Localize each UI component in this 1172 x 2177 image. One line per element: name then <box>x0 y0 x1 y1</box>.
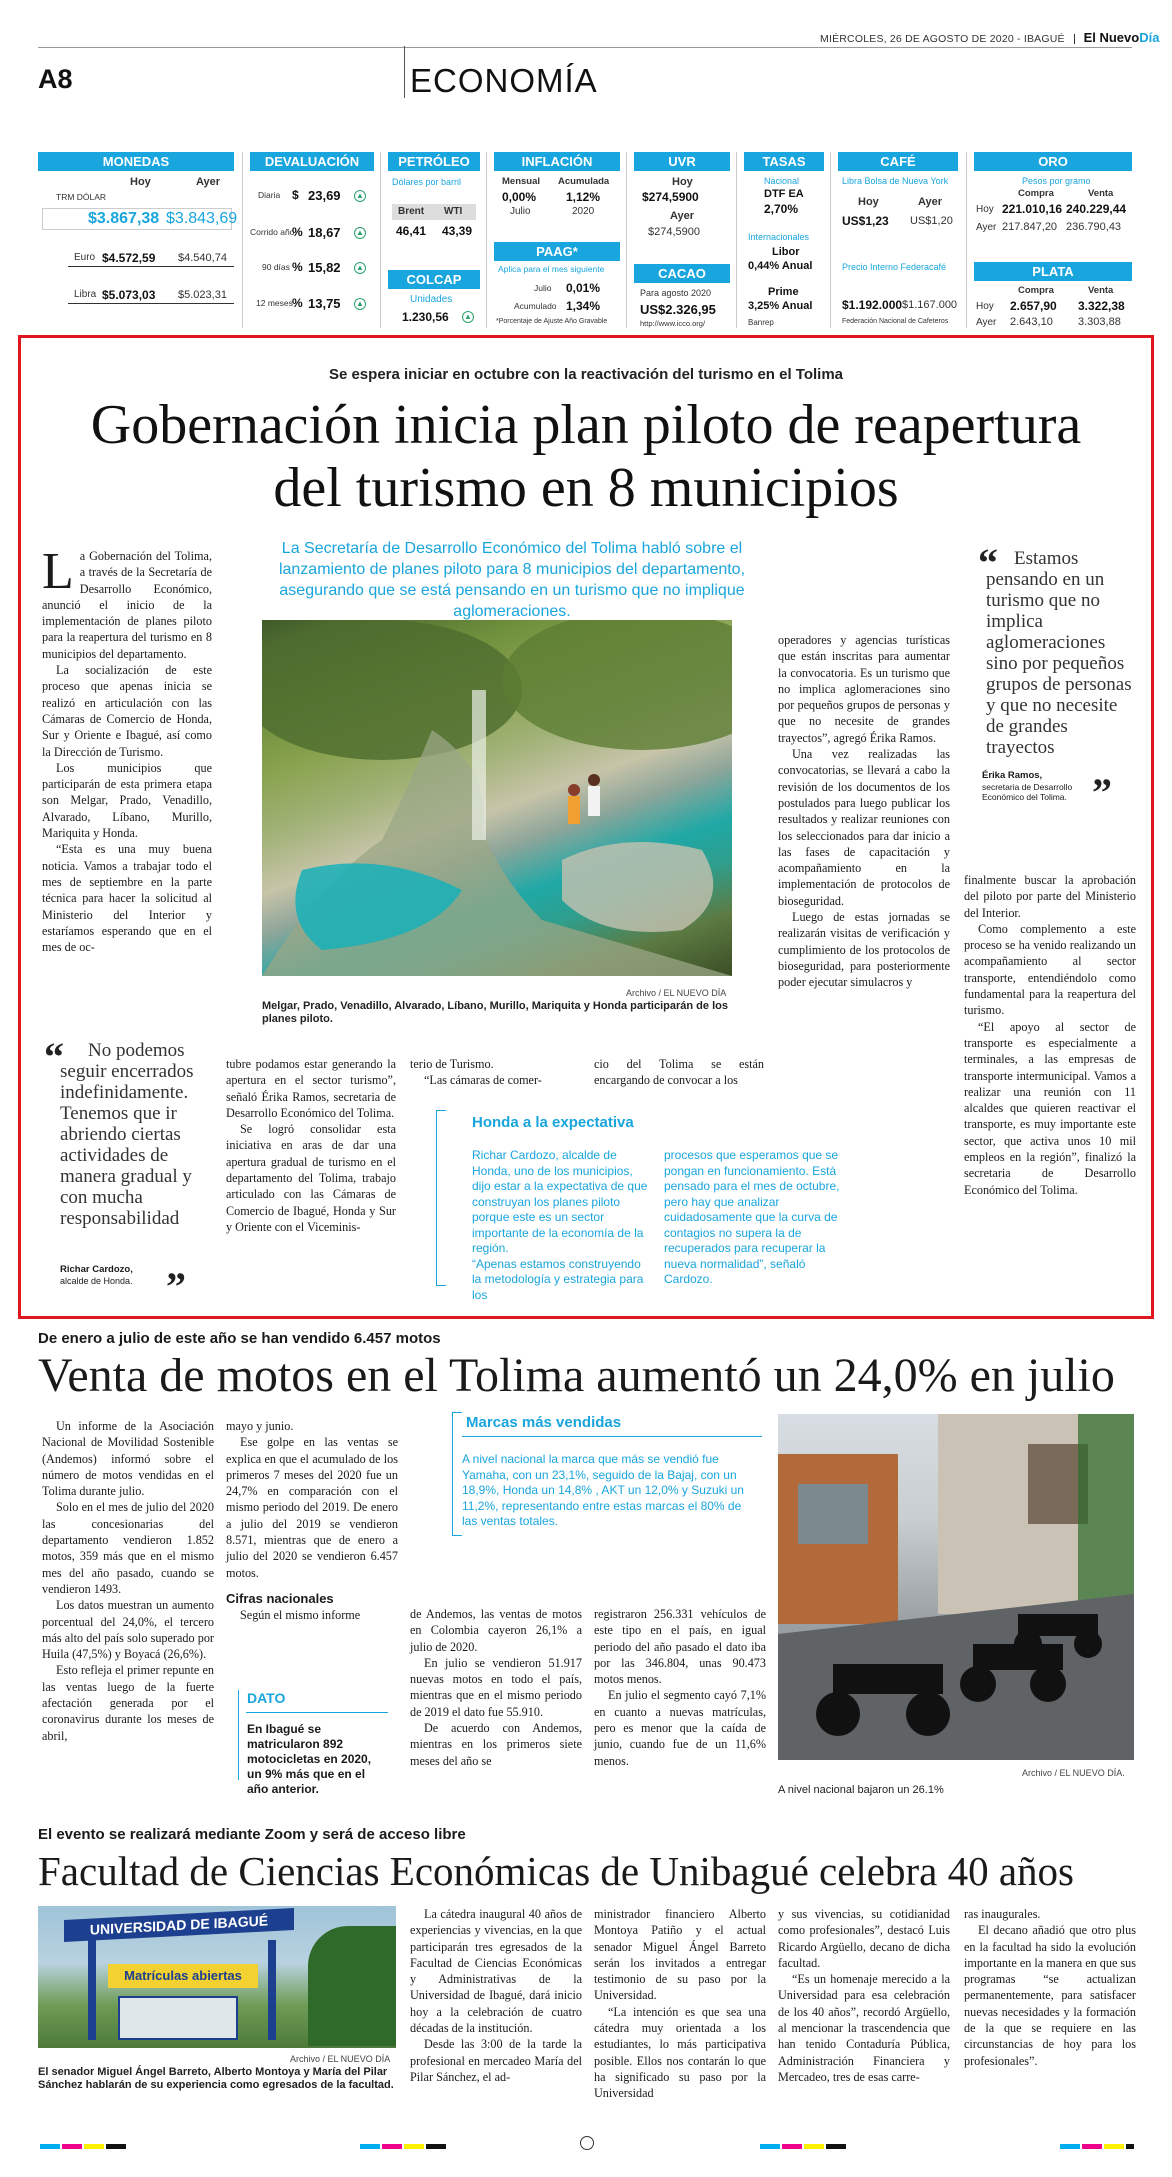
up-arrow-icon: ▲ <box>354 298 366 310</box>
waterfall-photo <box>262 620 732 976</box>
inflacion-mes: Julio <box>510 206 531 217</box>
dev-row-3-label: 12 meses <box>256 298 293 308</box>
libor-value: 0,44% Anual <box>748 260 813 272</box>
tasas-nacional-label: Nacional <box>764 176 800 186</box>
motorcycles-photo <box>778 1414 1134 1760</box>
brent-value: 46,41 <box>396 224 427 238</box>
cacao-source: http://www.icco.org/ <box>640 319 706 328</box>
article1-col4 <box>594 1056 764 1089</box>
uvr-hoy: $274,5900 <box>642 190 699 204</box>
cafe-box <box>838 152 958 328</box>
up-arrow-icon: ▲ <box>354 227 366 239</box>
dev-row-3-value: 13,75 <box>308 296 341 311</box>
university-sign: UNIVERSIDAD DE IBAGUÉ <box>64 1908 294 1942</box>
article3-photo-credit: Archivo / EL NUEVO DÍA <box>290 2054 391 2064</box>
oro-compra-label: Compra <box>1018 188 1054 199</box>
paag-note: *Porcentaje de Ajuste Año Gravable <box>496 318 608 325</box>
oro-title: ORO <box>974 152 1132 171</box>
article1-kicker: Se espera iniciar en octubre con la reactivación del turismo en el Tolima <box>328 366 844 383</box>
article1-col3-p1: “Las cámaras de comer- <box>424 1073 542 1088</box>
article3-col4 <box>964 1906 1136 2069</box>
article1-quote1-role: alcalde de Honda. <box>60 1276 133 1286</box>
markets-strip <box>38 152 1132 328</box>
plata-ayer-label: Ayer <box>976 317 997 328</box>
tasas-title: TASAS <box>744 152 824 171</box>
article3-col3-p0: y sus vivencias, su cotidianidad como profesionales”, destacó Luis Ricardo Argüello, decano de dicha facultad. <box>778 1907 950 1970</box>
article1-col3-p0: terio de Turismo. <box>410 1057 494 1071</box>
wti-label: WTI <box>444 206 463 217</box>
colcap-subtitle: Unidades <box>410 294 453 305</box>
article3-col2 <box>594 1906 766 2102</box>
paag-subtitle: Aplica para el mes siguiente <box>498 264 605 274</box>
oro-hoy-label: Hoy <box>976 204 994 215</box>
cafe-source: Federación Nacional de Cafeteros <box>842 318 949 325</box>
cacao-subtitle: Para agosto 2020 <box>640 288 712 298</box>
article2-col2-p2: Según el mismo informe <box>240 1608 361 1623</box>
article2-col3 <box>410 1606 582 1769</box>
plata-compra-label: Compra <box>1018 285 1054 296</box>
plata-hoy-venta: 3.322,38 <box>1078 299 1125 313</box>
up-arrow-icon: ▲ <box>354 190 366 202</box>
article1-quote1: No podemos seguir encerrados indefinidamente. Tenemos que ir abriendo ciertas actividades de manera gradual y con mucha responsabilidad <box>60 1040 194 1229</box>
up-arrow-icon: ▲ <box>354 262 366 274</box>
dato-rule <box>246 1712 388 1713</box>
article2-col4-p1: En julio el segmento cayó 7,1% en cuanto a nuevas matrículas, pero es menor que la caída de junio, cuando fue de un 11,6% menos. <box>594 1688 766 1768</box>
article1-col5 <box>778 632 950 991</box>
oro-subtitle: Pesos por gramo <box>1022 176 1091 186</box>
header-rule <box>38 47 1132 48</box>
plata-hoy-compra: 2.657,90 <box>1010 299 1057 313</box>
oro-hoy-venta: 240.229,44 <box>1066 202 1127 216</box>
article3-kicker: El evento se realizará mediante Zoom y será de acceso libre <box>38 1826 466 1843</box>
article3-photo-caption: El senador Miguel Ángel Barreto, Alberto Montoya y María del Pilar Sánchez hablarán de su experiencia como egresados de la facultad. <box>38 2066 394 2091</box>
article1-quote1-author: Richar Cardozo, <box>60 1264 133 1275</box>
acumulada-label: Acumulada <box>558 176 610 187</box>
paag-julio: 0,01% <box>566 281 601 295</box>
cacao-value: US$2.326,95 <box>640 302 716 317</box>
open-quote-icon: “ <box>978 540 998 585</box>
article1-col6-p2: “El apoyo al sector de transporte es especialmente a terminales, a las empresas de transporte intermunicipal. Vamos a realizar una reunión con 11 alcaldes que quieren reactivar el transporte, es muy importante este sector, que activa unos 10 mil empleos en la región”, finalizó la secretaria de Desarrollo Económico del Tolima. <box>964 1019 1136 1197</box>
prime-label: Prime <box>768 286 799 298</box>
dato-text: En Ibagué se matricularon 892 motocicletas en 2020, un 9% más que en el año anterior. <box>247 1722 372 1796</box>
colcap-title: COLCAP <box>388 270 480 289</box>
article1-quote2-author: Érika Ramos, <box>982 770 1043 781</box>
inflacion-mensual: 0,00% <box>502 190 537 204</box>
cafe-hoy: US$1,23 <box>842 214 889 228</box>
article1-quote2-role: secretaria de Desarrollo Económico del Tolima. <box>982 782 1073 802</box>
article2-col3-p1: En julio se vendieron 51.917 nuevas motos en todo el país, mientras que en el mismo periodo de 2019 el dato fue 55.910. <box>410 1655 582 1719</box>
marcas-sidebar-bracket <box>452 1412 462 1536</box>
article1-col6-p0: finalmente buscar la aprobación del piloto por parte del Ministerio del Interior. <box>964 873 1136 920</box>
tasas-box <box>744 152 824 328</box>
article2-kicker: De enero a julio de este año se han vendido 6.457 motos <box>38 1330 441 1347</box>
article2-col2-p0: mayo y junio. <box>226 1419 294 1433</box>
article2-col3-p0: de Andemos, las ventas de motos en Colombia cayeron 26,1% a julio de 2020. <box>410 1607 582 1654</box>
dev-row-3-unit: % <box>292 296 303 310</box>
brand-prefix: El Nuevo <box>1083 30 1140 45</box>
oro-box <box>974 152 1132 328</box>
tasas-source: Banrep <box>748 318 774 327</box>
dev-row-1-unit: % <box>292 225 303 239</box>
article2-col4-p0: registraron 256.331 vehículos de este tipo en el país, en igual periodo del año pasado el dato iba por las 346.804, unas 90.473 motos menos. <box>594 1607 766 1687</box>
article3-headline: Facultad de Ciencias Económicas de Unibagué celebra 40 años <box>38 1848 1075 1894</box>
tasas-inter-label: Internacionales <box>748 232 810 242</box>
brand-suffix: Día <box>1139 30 1160 45</box>
article2-col1-p1: Solo en el mes de julio del 2020 las concesionarias del departamento vendieron 1.852 motos, 359 más que en el mismo mes del año pasado, cuando se vendieron 1493. <box>42 1500 214 1596</box>
article2-col1-p3: Esto refleja el primer repunte en las ventas luego de la fuerte afectación generada por el coronavirus durante los meses de abril, <box>42 1663 214 1743</box>
devaluacion-title: DEVALUACIÓN <box>250 152 374 171</box>
article2-headline: Venta de motos en el Tolima aumentó un 24,0% en julio <box>38 1349 1115 1402</box>
article2-photo-caption: A nivel nacional bajaron un 26.1% <box>778 1784 944 1796</box>
article1-col1-p0: a Gobernación del Tolima, a través de la Secretaría de Desarrollo Económico, anunció el inicio de la implementación de planes piloto para la reapertura del turismo en 8 municipios del departamento. <box>42 549 212 661</box>
cafe-subtitle: Libra Bolsa de Nueva York <box>842 176 949 186</box>
dato-title: DATO <box>247 1690 286 1706</box>
article1-col2-p1: Se logró consolidar esta iniciativa en aras de dar una apertura gradual de turismo en el departamento del Tolima, trabajo articulado con las Cámaras de Comercio de Ibagué, Honda y Sur y Oriente con el Viceminis- <box>226 1122 396 1234</box>
article1-photo-credit: Archivo / EL NUEVO DÍA <box>626 988 727 998</box>
dev-row-1-label: Corrido año <box>250 227 295 237</box>
cafe-interno-ayer: $1.167.000 <box>902 299 958 311</box>
dateline: MIÉRCOLES, 26 DE AGOSTO DE 2020 - IBAGUÉ <box>820 33 1065 45</box>
dtf-value: 2,70% <box>764 202 799 216</box>
uvr-ayer: $274,5900 <box>648 226 700 238</box>
oro-venta-label: Venta <box>1088 188 1114 199</box>
section-title: ECONOMÍA <box>410 62 598 99</box>
devaluacion-box <box>250 152 374 328</box>
petroleo-subtitle: Dólares por barril <box>392 177 462 187</box>
cafe-ayer-label: Ayer <box>918 196 943 208</box>
marcas-sidebar-rule <box>462 1436 762 1437</box>
motorcycles-illustration <box>778 1414 1134 1760</box>
paag-julio-label: Julio <box>534 283 552 293</box>
plata-ayer-compra: 2.643,10 <box>1010 316 1053 328</box>
oro-ayer-label: Ayer <box>976 222 997 233</box>
wti-value: 43,39 <box>442 224 473 238</box>
article3-col3 <box>778 1906 950 2085</box>
cafe-hoy-label: Hoy <box>858 196 879 208</box>
cafe-title: CAFÉ <box>838 152 958 171</box>
cafe-interno-hoy: $1.192.000 <box>842 298 903 312</box>
honda-sidebar-col1: Richar Cardozo, alcalde de Honda, uno de los municipios, dijo estar a la expectativa de que construyan los planes piloto porque este es un sector importante de la economía de la región. “Apenas estamos construyendo la metodología y estrategia para los <box>472 1148 648 1302</box>
paag-acum: 1,34% <box>566 299 601 313</box>
article3-col4-p0: ras inaugurales. <box>964 1907 1041 1921</box>
cafe-interno-label: Precio Interno Federacafé <box>842 262 947 272</box>
article1-col1-p3: “Esta es una muy buena noticia. Vamos a trabajar todo el mes de septiembre en la parte técnica para hacer la solicitud al Ministerio del Interior y estaríamos esperando que en el mes de oc- <box>42 842 212 955</box>
article3-col2-p0: ministrador financiero Alberto Montoya Patiño y el actual senador Miguel Ángel Barreto serán los invitados a entregar testimonio de su paso por la Universidad. <box>594 1907 766 2003</box>
page-number: A8 <box>38 64 73 94</box>
uvr-title: UVR <box>634 152 730 171</box>
article3-col1 <box>410 1906 582 2085</box>
paag-acum-label: Acumulado <box>514 301 557 311</box>
plata-venta-label: Venta <box>1088 285 1114 296</box>
libor-label: Libor <box>772 246 800 258</box>
trm-label: TRM DÓLAR <box>56 192 107 202</box>
close-quote-icon: ” <box>166 1264 186 1309</box>
article1-quote2: Estamos pensando en un turismo que no implica aglomeraciones sino por pequeños grupos de personas y que no necesite de grandes trayectos <box>986 548 1132 758</box>
prime-value: 3,25% Anual <box>748 300 813 312</box>
article1-col2-p0: tubre podamos estar generando la apertura en el sector turismo”, señaló Érika Ramos, secretaria de Desarrollo Económico del Tolima. <box>226 1057 396 1120</box>
euro-ayer: $4.540,74 <box>178 252 227 264</box>
marcas-sidebar-title: Marcas más vendidas <box>466 1414 622 1431</box>
colcap-value: 1.230,56 <box>402 310 449 324</box>
cacao-title: CACAO <box>634 264 730 283</box>
article3-col1-p1: Desde las 3:00 de la tarde la profesional en mercadeo María del Pilar Sánchez, el ad- <box>410 2037 582 2084</box>
libra-ayer: $5.023,31 <box>178 289 227 301</box>
monedas-ayer-label: Ayer <box>196 176 221 188</box>
dev-row-2-unit: % <box>292 260 303 274</box>
dato-box <box>238 1690 388 1796</box>
euro-label: Euro <box>74 252 96 263</box>
inflacion-box <box>494 152 620 328</box>
uvr-hoy-label: Hoy <box>672 176 693 188</box>
marcas-sidebar-text: A nivel nacional la marca que más se vendió fue Yamaha, con un 23,1%, seguido de la Bajaj, con un 18,9%, Honda un 14,8% , AKT un 12,0% y Suzuki un 11,2%, representando entre estas marcas el 80% de las ventas totales. <box>462 1452 744 1528</box>
oro-ayer-venta: 236.790,43 <box>1066 221 1122 233</box>
dropcap: L <box>42 543 74 600</box>
article3-col2-p1: “La intención es que sea una cátedra muy orientada a los estudiantes, lo más participativa posible. Ellos nos contarán lo que ha significado su paso por la Universidad <box>594 2004 766 2101</box>
inflacion-acumulada: 1,12% <box>566 190 601 204</box>
cafe-ayer: US$1,20 <box>910 215 953 227</box>
article3-col3-p1: “Es un homenaje merecido a la Universidad para esa celebración de los 40 años”, recordó Argüello, al mencionar la trascendencia que han tenido Contaduría Pública, Administración Financiera y Mercadeo, tres de esas carre- <box>778 1972 950 2084</box>
article1-col1-p1: La socialización de este proceso que apenas inicia se realizó en articulación con las Cámaras de Comercio de Honda, Sur y Oriente e Ibagué, así como la Dirección de Turismo. <box>42 663 212 759</box>
article1-col6 <box>964 872 1136 1198</box>
inflacion-anio: 2020 <box>572 206 595 217</box>
section-divider <box>404 46 405 98</box>
petroleo-title: PETRÓLEO <box>388 152 480 171</box>
honda-sidebar-bracket <box>436 1110 446 1286</box>
article3-col1-p0: La cátedra inaugural 40 años de experiencias y vivencias, en la que participarán tres egresados de la Facultad de Ciencias Económicas y Administrativas de la Universidad de Ibagué, dará inicio hoy a la celebración de cuatro décadas de la institución. <box>410 1907 582 2036</box>
close-quote-icon: ” <box>1092 770 1112 815</box>
libra-hoy: $5.073,03 <box>102 288 156 302</box>
article2-photo-credit: Archivo / EL NUEVO DÍA. <box>1022 1768 1125 1778</box>
brent-label: Brent <box>398 206 425 217</box>
dtf-label: DTF EA <box>764 188 804 200</box>
uvr-box <box>634 152 730 328</box>
article2-col4 <box>594 1606 766 1769</box>
dateline-bar <box>820 30 1160 46</box>
article1-lead-deck: La Secretaría de Desarrollo Económico del Tolima habló sobre el lanzamiento de planes piloto para 8 municipios del departamento, asegurando que se está pensando en un turismo que no implique aglomeraciones. <box>278 540 746 620</box>
oro-hoy-compra: 221.010,16 <box>1002 202 1063 216</box>
article1-col2 <box>226 1056 396 1235</box>
honda-sidebar-col2: procesos que esperamos que se pongan en funcionamiento. Está pensado para el mes de octubre, pero hay que analizar cuidadosamente que la curva de contagios no supera la de recuperados para recuperar la nueva normalidad”, señaló Cardozo. <box>664 1148 840 1286</box>
honda-sidebar-title: Honda a la expectativa <box>472 1114 634 1131</box>
oro-ayer-compra: 217.847,20 <box>1002 221 1058 233</box>
trm-ayer: $3.843,69 <box>166 210 238 227</box>
article2-col2 <box>226 1418 398 1624</box>
university-photo <box>38 1906 396 2048</box>
dev-row-0-label: Diaria <box>258 190 281 200</box>
petroleo-box <box>388 152 480 328</box>
article2-col2-p1: Ese golpe en las ventas se explica en que el acumulado de los primeros 7 meses del 2020 fue un 24,7% en comparación con el mismo periodo del 2019. De enero a julio del 2019 se vendieron 8.571, mientras que de enero a julio del 2020 se vendieron 6.457 motos. <box>226 1435 398 1580</box>
plata-title: PLATA <box>974 262 1132 281</box>
article2-col3-p2: De acuerdo con Andemos, mientras en los primeros siete meses del año se <box>410 1721 582 1768</box>
article2-col1-p2: Los datos muestran un aumento porcentual del 24,0%, el tercero más alto del país solo superado por Huila (47,5%) y Boyacá (26,6%). <box>42 1598 214 1662</box>
waterfall-illustration <box>262 620 732 976</box>
open-quote-icon: “ <box>44 1034 64 1079</box>
article1-col5-p1: Una vez realizadas las convocatorias, se llevará a cabo la revisión de los documentos de los postulados para luego publicar los resultados y realizar reuniones con los seleccionados para dar inicio a las fases de capacitación y acompañamiento en la implementación de protocolos de bioseguridad. <box>778 747 950 908</box>
trm-hoy: $3.867,38 <box>88 210 160 227</box>
article1-col1 <box>42 543 212 955</box>
article1-col5-p2: Luego de estas jornadas se realizarán visitas de verificación y cumplimiento de los protocolos de bioseguridad, para posteriormente poder ejecutar simulacros y <box>778 910 950 990</box>
article1-col4-p0: cio del Tolima se están encargando de convocar a los <box>594 1057 764 1088</box>
dev-row-0-unit: $ <box>292 188 299 202</box>
article1-col5-p0: operadores y agencias turísticas que están inscritas para aumentar la convocatoria. Es un turismo que no implica aglomeraciones sino por pequeños grupos de personas y que no necesite de grandes trayectos”, agregó Érika Ramos. <box>778 633 950 745</box>
article1-col6-p1: Como complemento a este proceso se ha venido realizando un acompañamiento al sector transporte, entendiéndolo como fundamental para la reapertura del turismo. <box>964 921 1136 1018</box>
uvr-ayer-label: Ayer <box>670 210 695 222</box>
article2-col1 <box>42 1418 214 1744</box>
inflacion-title: INFLACIÓN <box>494 152 620 171</box>
libra-label: Libra <box>74 289 97 300</box>
dev-row-2-value: 15,82 <box>308 260 341 275</box>
up-arrow-icon: ▲ <box>462 311 474 323</box>
dev-row-2-label: 90 días <box>262 262 290 272</box>
registration-mark-icon <box>580 2136 594 2150</box>
monedas-title: MONEDAS <box>38 152 234 171</box>
mensual-label: Mensual <box>502 176 541 187</box>
article2-col1-p0: Un informe de la Asociación Nacional de Movilidad Sostenible (Andemos) informó sobre el número de motos vendidas en el Tolima durante julio. <box>42 1419 214 1499</box>
paag-title: PAAG* <box>494 242 620 261</box>
euro-hoy: $4.572,59 <box>102 251 156 265</box>
article1-col3 <box>410 1056 580 1089</box>
plata-hoy-label: Hoy <box>976 301 994 312</box>
article1-headline: Gobernación inicia plan piloto de reapertura del turismo en 8 municipios <box>90 394 1082 519</box>
matriculas-banner: Matrículas abiertas <box>108 1964 258 1988</box>
dev-row-1-value: 18,67 <box>308 225 341 240</box>
plata-ayer-venta: 3.303,88 <box>1078 316 1121 328</box>
monedas-hoy-label: Hoy <box>130 176 151 188</box>
article2-subhead: Cifras nacionales <box>226 1590 334 1606</box>
dev-row-0-value: 23,69 <box>308 188 341 203</box>
article1-col1-p2: Los municipios que participarán de esta primera etapa son Melgar, Prado, Venadillo, Alvarado, Líbano, Murillo, Mariquita y Honda. <box>42 760 212 841</box>
monedas-box <box>38 152 238 328</box>
article1-photo-caption: Melgar, Prado, Venadillo, Alvarado, Líbano, Murillo, Mariquita y Honda participarán de los planes piloto. <box>262 1000 728 1025</box>
article3-col4-p1: El decano añadió que otro plus en la facultad ha sido la evolución importante en la manera en que sus programas “se actualizan permanentemente, para satisfacer nuevas necesidades y la formación de la que se requiere en las circunstancias de hoy para los profesionales”. <box>964 1923 1136 2068</box>
